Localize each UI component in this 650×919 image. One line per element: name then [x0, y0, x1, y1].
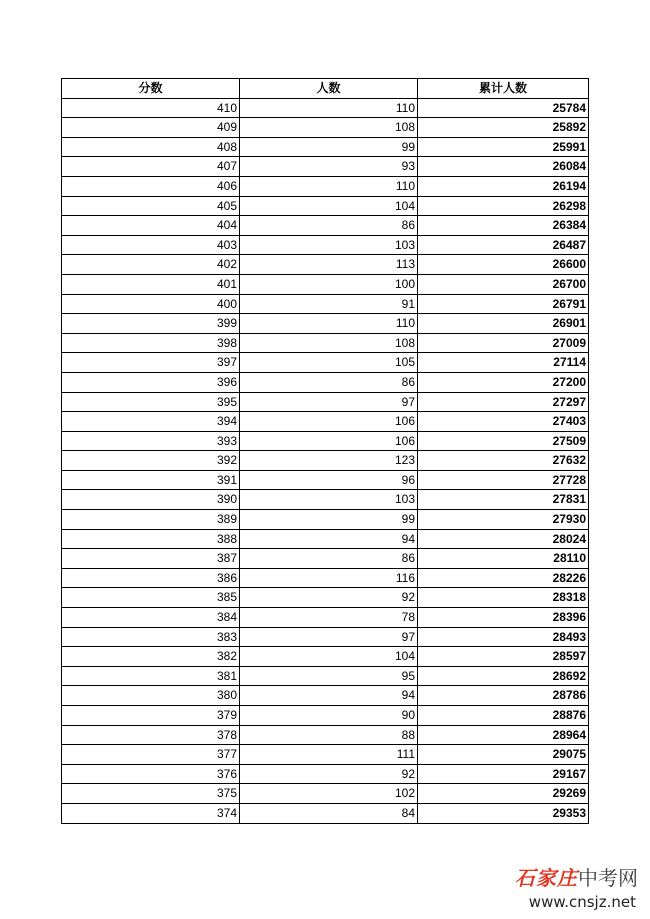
cell-cumulative: 29269	[418, 784, 589, 804]
table-row	[62, 627, 589, 647]
cell-count: 92	[240, 764, 418, 784]
cell-cumulative: 26298	[418, 196, 589, 216]
cell-count: 104	[240, 647, 418, 667]
cell-count: 78	[240, 608, 418, 628]
cell-cumulative: 26600	[418, 255, 589, 275]
cell-score: 400	[62, 294, 240, 314]
cell-count: 97	[240, 627, 418, 647]
cell-cumulative: 29353	[418, 803, 589, 823]
table-row	[62, 431, 589, 451]
cell-count: 123	[240, 451, 418, 471]
cell-score: 374	[62, 803, 240, 823]
table-body	[62, 98, 589, 823]
cell-count: 116	[240, 568, 418, 588]
table-row	[62, 412, 589, 432]
cell-score: 383	[62, 627, 240, 647]
table-row	[62, 314, 589, 334]
cell-cumulative: 25991	[418, 137, 589, 157]
cell-cumulative: 27200	[418, 372, 589, 392]
cell-score: 396	[62, 372, 240, 392]
cell-count: 97	[240, 392, 418, 412]
cell-cumulative: 27114	[418, 353, 589, 373]
cell-count: 99	[240, 510, 418, 530]
cell-cumulative: 27009	[418, 333, 589, 353]
cell-score: 393	[62, 431, 240, 451]
table-row	[62, 568, 589, 588]
table-row	[62, 784, 589, 804]
table-row	[62, 274, 589, 294]
cell-count: 105	[240, 353, 418, 373]
cell-count: 108	[240, 333, 418, 353]
table-row	[62, 725, 589, 745]
cell-score: 377	[62, 745, 240, 765]
table-row	[62, 549, 589, 569]
table-row	[62, 666, 589, 686]
cell-cumulative: 27930	[418, 510, 589, 530]
score-distribution-table	[61, 78, 589, 824]
cell-cumulative: 27728	[418, 470, 589, 490]
cell-count: 88	[240, 725, 418, 745]
table-row	[62, 529, 589, 549]
cell-count: 91	[240, 294, 418, 314]
cell-count: 100	[240, 274, 418, 294]
cell-cumulative: 26194	[418, 176, 589, 196]
table-row	[62, 353, 589, 373]
cell-cumulative: 27632	[418, 451, 589, 471]
table-row	[62, 255, 589, 275]
cell-score: 398	[62, 333, 240, 353]
header-score: 分数	[62, 79, 240, 99]
cell-cumulative: 28110	[418, 549, 589, 569]
cell-count: 111	[240, 745, 418, 765]
cell-score: 387	[62, 549, 240, 569]
cell-cumulative: 26487	[418, 235, 589, 255]
site-watermark	[478, 865, 638, 915]
cell-score: 394	[62, 412, 240, 432]
cell-cumulative: 28226	[418, 568, 589, 588]
cell-score: 392	[62, 451, 240, 471]
cell-cumulative: 28876	[418, 706, 589, 726]
cell-count: 92	[240, 588, 418, 608]
table-row	[62, 392, 589, 412]
cell-score: 384	[62, 608, 240, 628]
watermark-brand-site: 中考网	[578, 866, 638, 890]
cell-score: 386	[62, 568, 240, 588]
cell-cumulative: 27297	[418, 392, 589, 412]
table-row	[62, 451, 589, 471]
cell-count: 110	[240, 98, 418, 118]
cell-score: 390	[62, 490, 240, 510]
cell-count: 95	[240, 666, 418, 686]
cell-count: 96	[240, 470, 418, 490]
table-header-row	[62, 79, 589, 99]
cell-count: 102	[240, 784, 418, 804]
table-row	[62, 510, 589, 530]
cell-count: 99	[240, 137, 418, 157]
cell-count: 106	[240, 412, 418, 432]
cell-count: 86	[240, 549, 418, 569]
cell-score: 397	[62, 353, 240, 373]
cell-count: 113	[240, 255, 418, 275]
cell-score: 410	[62, 98, 240, 118]
table-row	[62, 98, 589, 118]
cell-cumulative: 28396	[418, 608, 589, 628]
cell-score: 406	[62, 176, 240, 196]
table-row	[62, 686, 589, 706]
table-row	[62, 647, 589, 667]
header-count: 人数	[240, 79, 418, 99]
table-row	[62, 137, 589, 157]
cell-cumulative: 28493	[418, 627, 589, 647]
cell-score: 380	[62, 686, 240, 706]
cell-score: 401	[62, 274, 240, 294]
header-cumulative: 累计人数	[418, 79, 589, 99]
cell-score: 399	[62, 314, 240, 334]
cell-score: 388	[62, 529, 240, 549]
table-row	[62, 706, 589, 726]
cell-cumulative: 27403	[418, 412, 589, 432]
cell-score: 376	[62, 764, 240, 784]
cell-cumulative: 26901	[418, 314, 589, 334]
cell-score: 378	[62, 725, 240, 745]
cell-count: 94	[240, 686, 418, 706]
table-row	[62, 372, 589, 392]
table-row	[62, 803, 589, 823]
table-row	[62, 157, 589, 177]
cell-count: 86	[240, 216, 418, 236]
cell-count: 94	[240, 529, 418, 549]
cell-score: 391	[62, 470, 240, 490]
cell-score: 389	[62, 510, 240, 530]
cell-count: 86	[240, 372, 418, 392]
cell-score: 402	[62, 255, 240, 275]
cell-count: 84	[240, 803, 418, 823]
cell-cumulative: 29075	[418, 745, 589, 765]
cell-cumulative: 29167	[418, 764, 589, 784]
table-row	[62, 490, 589, 510]
cell-count: 103	[240, 235, 418, 255]
cell-score: 404	[62, 216, 240, 236]
cell-cumulative: 28786	[418, 686, 589, 706]
cell-cumulative: 26384	[418, 216, 589, 236]
cell-count: 110	[240, 176, 418, 196]
cell-score: 395	[62, 392, 240, 412]
cell-score: 382	[62, 647, 240, 667]
cell-score: 375	[62, 784, 240, 804]
cell-cumulative: 27509	[418, 431, 589, 451]
cell-score: 379	[62, 706, 240, 726]
table-row	[62, 745, 589, 765]
cell-cumulative: 28318	[418, 588, 589, 608]
cell-cumulative: 26791	[418, 294, 589, 314]
watermark-brand-script: 石家庄	[515, 866, 578, 890]
cell-cumulative: 28692	[418, 666, 589, 686]
table-row	[62, 118, 589, 138]
cell-score: 405	[62, 196, 240, 216]
cell-count: 108	[240, 118, 418, 138]
cell-cumulative: 25784	[418, 98, 589, 118]
cell-cumulative: 26084	[418, 157, 589, 177]
table-row	[62, 470, 589, 490]
cell-score: 408	[62, 137, 240, 157]
cell-score: 407	[62, 157, 240, 177]
cell-cumulative: 28964	[418, 725, 589, 745]
table-row	[62, 608, 589, 628]
table-row	[62, 588, 589, 608]
table-row	[62, 176, 589, 196]
cell-count: 110	[240, 314, 418, 334]
cell-score: 409	[62, 118, 240, 138]
cell-cumulative: 27831	[418, 490, 589, 510]
table-row	[62, 764, 589, 784]
table-row	[62, 294, 589, 314]
watermark-logo	[515, 867, 638, 890]
watermark-url: www.cnsjz.net	[528, 893, 636, 911]
cell-count: 106	[240, 431, 418, 451]
cell-count: 90	[240, 706, 418, 726]
cell-cumulative: 25892	[418, 118, 589, 138]
cell-count: 103	[240, 490, 418, 510]
table-row	[62, 196, 589, 216]
cell-cumulative: 26700	[418, 274, 589, 294]
table-row	[62, 216, 589, 236]
cell-score: 381	[62, 666, 240, 686]
cell-score: 385	[62, 588, 240, 608]
cell-score: 403	[62, 235, 240, 255]
cell-cumulative: 28024	[418, 529, 589, 549]
table-row	[62, 235, 589, 255]
cell-count: 93	[240, 157, 418, 177]
cell-count: 104	[240, 196, 418, 216]
table-row	[62, 333, 589, 353]
cell-cumulative: 28597	[418, 647, 589, 667]
